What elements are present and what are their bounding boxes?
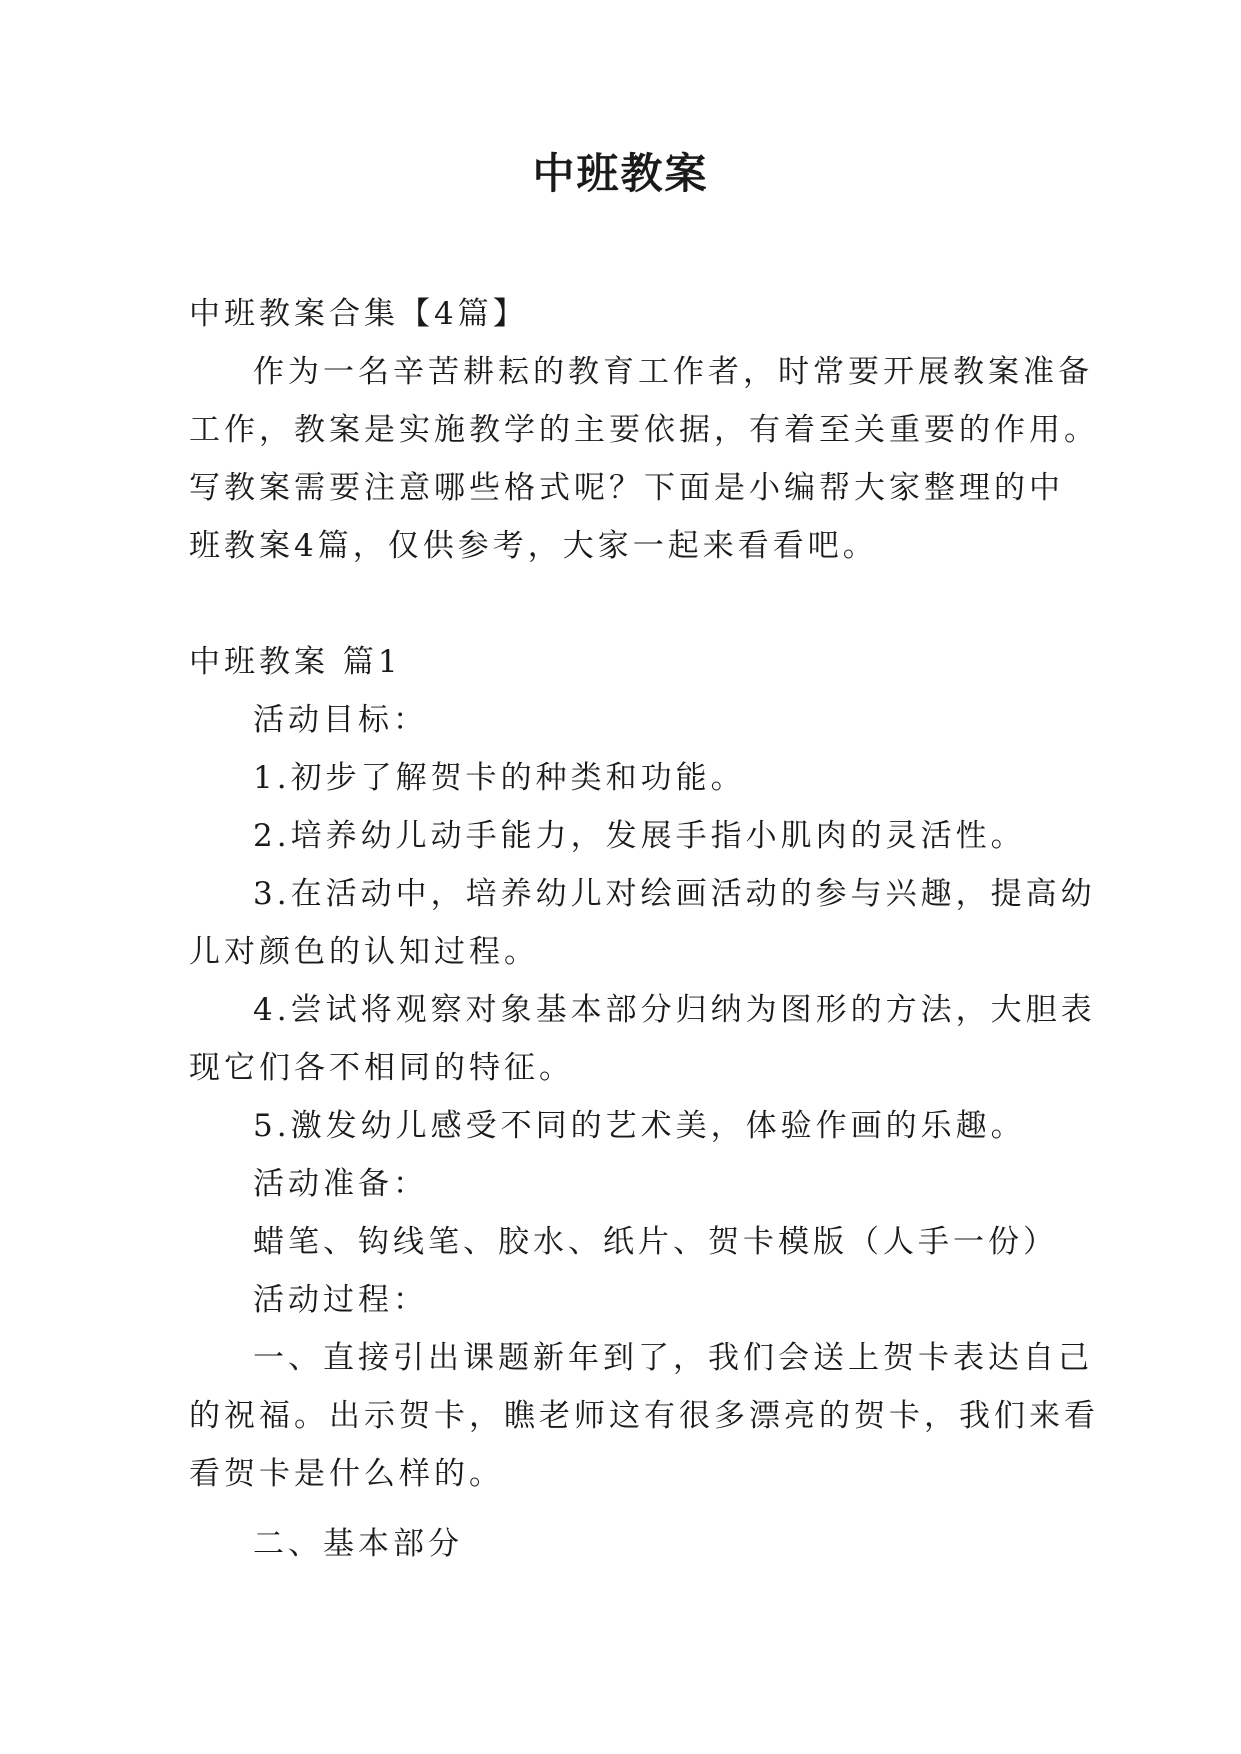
prep-label: 活动准备： [253,1166,428,1202]
goal-item: 1.初步了解贺卡的种类和功能。 [253,760,746,796]
goal-item: 3.在活动中，培养幼儿对绘画活动的参与兴趣，提高幼 [253,876,1096,912]
process-label: 活动过程： [253,1282,428,1318]
intro-line: 工作，教案是实施教学的主要依据，有着至关重要的作用。 [189,412,1099,448]
goal-item: 4.尝试将观察对象基本部分归纳为图形的方法，大胆表 [253,992,1096,1028]
goal-item: 5.激发幼儿感受不同的艺术美，体验作画的乐趣。 [253,1108,1026,1144]
intro-line: 班教案4篇，仅供参考，大家一起来看看吧。 [189,528,878,564]
goals-label: 活动目标： [253,702,428,738]
document-body [189,285,1099,1573]
intro-line: 作为一名辛苦耕耘的教育工作者，时常要开展教案准备 [253,354,1093,390]
page-title: 中班教案 [532,149,709,198]
section-heading: 中班教案 篇1 [189,644,402,680]
prep-items: 蜡笔、钩线笔、胶水、纸片、贺卡模版（人手一份） [253,1224,1058,1260]
collection-heading: 中班教案合集【4篇】 [189,296,528,332]
process-line: 的祝福。出示贺卡，瞧老师这有很多漂亮的贺卡，我们来看 [189,1398,1099,1434]
goal-item-continuation: 现它们各不相同的特征。 [189,1050,574,1086]
goal-item-continuation: 儿对颜色的认知过程。 [189,934,539,970]
process-line: 一、直接引出课题新年到了，我们会送上贺卡表达自己 [253,1340,1093,1376]
intro-line: 写教案需要注意哪些格式呢？下面是小编帮大家整理的中 [189,470,1064,506]
part-two-heading: 二、基本部分 [253,1526,463,1562]
process-line: 看贺卡是什么样的。 [189,1456,504,1492]
goal-item: 2.培养幼儿动手能力，发展手指小肌肉的灵活性。 [253,818,1026,854]
